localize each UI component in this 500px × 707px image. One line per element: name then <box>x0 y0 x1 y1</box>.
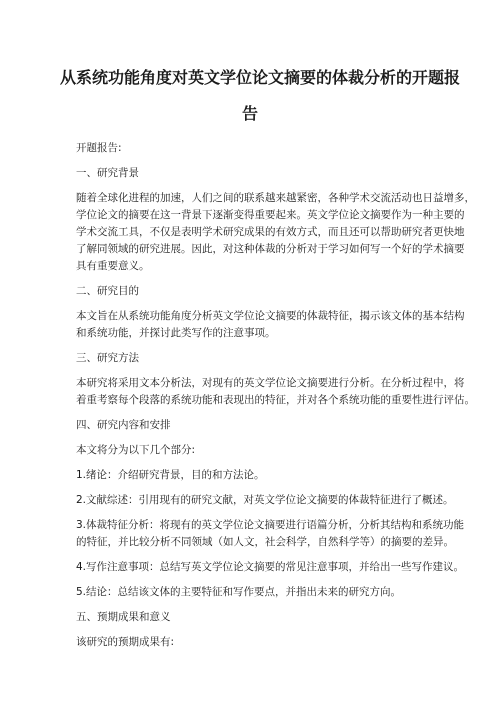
paragraph-line: 具有重要意义。 <box>76 260 150 272</box>
paragraph-line: 和系统功能，并探讨此类写作的注意事项。 <box>76 327 276 339</box>
section-heading-background: 一、研究背景 <box>76 167 139 179</box>
list-item-continuation: 的特征，并比较分析不同领域（如人文，社会科学，自然科学等）的摘要的差异。 <box>76 536 454 548</box>
document-title-line2: 告 <box>241 104 258 123</box>
content-intro: 本文将分为以下几个部分: <box>76 444 196 456</box>
document-body <box>76 140 475 651</box>
outcome-intro: 该研究的预期成果有: <box>76 636 175 648</box>
section-heading-content: 四、研究内容和安排 <box>76 419 171 431</box>
list-item: 1.绪论：介绍研究背景，目的和方法论。 <box>76 469 265 481</box>
paragraph-line: 学术交流工具，不仅是表明学术研究成果的有效方式，而且还可以帮助研究者更快地 <box>76 226 465 238</box>
list-item: 5.结论：总结该文体的主要特征和写作要点，并指出未来的研究方向。 <box>76 586 402 598</box>
list-item: 3.体裁特征分析：将现有的英文学位论文摘要进行语篇分析，分析其结构和系统功能 <box>76 519 465 531</box>
list-item: 4.写作注意事项：总结写英文学位论文摘要的常见注意事项，并给出一些写作建议。 <box>76 561 465 573</box>
paragraph-line: 本文旨在从系统功能角度分析英文学位论文摘要的体裁特征，揭示该文体的基本结构 <box>76 310 465 322</box>
list-item: 2.文献综述：引用现有的研究文献，对英文学位论文摘要的体裁特征进行了概述。 <box>76 494 454 506</box>
paragraph-line: 随着全球化进程的加速，人们之间的联系越来越紧密，各种学术交流活动也日益增多， <box>76 192 475 204</box>
paragraph-line: 着重考察每个段落的系统功能和表现出的特征，并对各个系统功能的重要性进行评估。 <box>76 394 475 406</box>
section-heading-purpose: 二、研究目的 <box>76 285 139 297</box>
report-label: 开题报告: <box>76 142 122 154</box>
document-title-line1: 从系统功能角度对英文学位论文摘要的体裁分析的开题报 <box>60 68 461 87</box>
paragraph-line: 本研究将采用文本分析法，对现有的英文学位论文摘要进行分析。在分析过程中，将 <box>76 377 465 389</box>
paragraph-line: 学位论文的摘要在这一背景下逐渐变得重要起来。英文学位论文摘要作为一种主要的 <box>76 209 465 221</box>
section-heading-method: 三、研究方法 <box>76 352 139 364</box>
paragraph-line: 了解同领域的研究进展。因此，对这种体裁的分析对于学习如何写一个好的学术摘要 <box>76 243 465 255</box>
section-heading-outcome: 五、预期成果和意义 <box>76 611 171 623</box>
